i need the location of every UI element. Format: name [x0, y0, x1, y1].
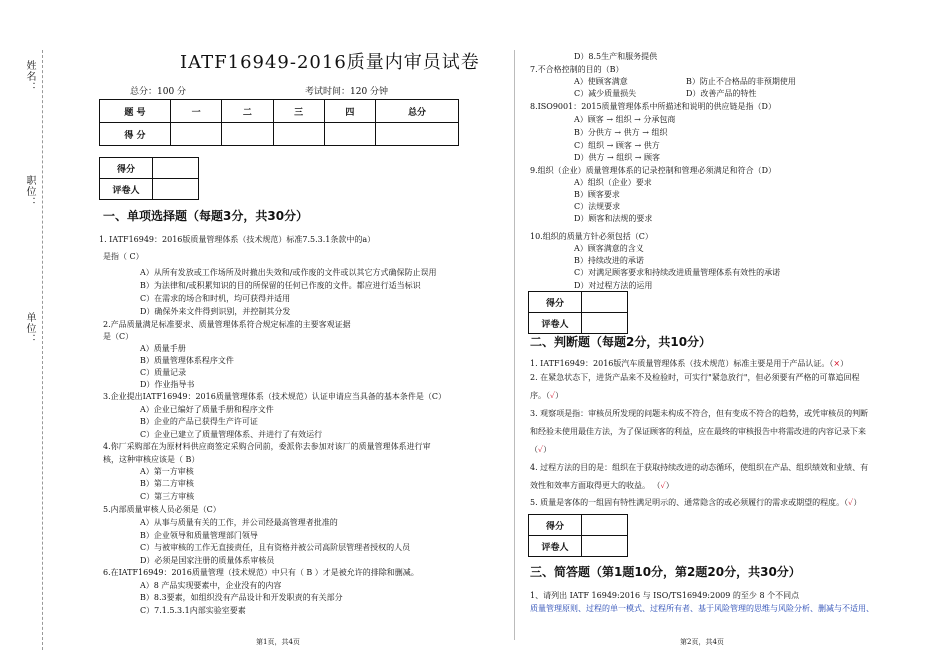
- score-cell[interactable]: [324, 123, 375, 146]
- section-heading: 三、简答题（第1题10分，第2题20分，共30分）: [530, 565, 801, 579]
- score-header: 总分: [376, 100, 459, 123]
- question-line: C）对满足顾客要求和持续改进质量管理体系有效性的承诺: [574, 268, 781, 277]
- question-line: B）顾客要求: [574, 190, 620, 199]
- question-line: A）第一方审核: [140, 467, 194, 476]
- unit-label: 单位：: [24, 312, 35, 345]
- question-line: A）8 产品实现要素中，企业没有的内容: [140, 581, 282, 590]
- question-line: A）组织（企业）要求: [574, 178, 652, 187]
- grader-score-label: 得分: [529, 292, 582, 313]
- judge-item: 3. 观察项是指：审核员所发现的问题未构成不符合，但有变成不符合的趋势，或凭审核员的判断: [530, 409, 869, 418]
- question-line: B）持续改进的承诺: [574, 256, 644, 265]
- judge-item: 2. 在紧急状态下，进货产品来不及检验时，可实行"紧急放行"，但必须要有严格的可靠追回程: [530, 373, 860, 382]
- score-table: [99, 99, 459, 146]
- grader-score-cell[interactable]: [582, 292, 628, 313]
- judge-item: 4. 过程方法的目的是：组织在于获取持续改进的动态循环，使组织在产品、组织绩效和业绩、有: [530, 463, 869, 472]
- score-cell[interactable]: [273, 123, 324, 146]
- score-header: 四: [324, 100, 375, 123]
- page-title: IATF16949-2016质量内审员试卷: [180, 52, 480, 73]
- question-line: 7.不合格控制的目的（B）: [530, 65, 624, 74]
- score-cell[interactable]: [171, 123, 222, 146]
- question-line: D）确保外来文件得到识别，并控制其分发: [140, 307, 291, 316]
- question-line: C）与被审核的工作无直接责任，且有资格并被公司高阶层管理者授权的人员: [140, 543, 411, 552]
- score-header: 题 号: [100, 100, 171, 123]
- question-line: C）第三方审核: [140, 492, 195, 501]
- grader-name-cell[interactable]: [153, 179, 199, 200]
- question-line: 9.组织（企业）质量管理体系的记录控制和管理必须满足和符合（D）: [530, 166, 777, 175]
- score-cell[interactable]: [376, 123, 459, 146]
- binding-line: [42, 50, 43, 650]
- option-text: C）减少质量损失: [574, 89, 637, 98]
- cross-mark: ×: [833, 359, 841, 368]
- check-mark: ✓: [550, 391, 556, 400]
- question-line: 6.在IATF16949：2016质量管理（技术规范）中只有（ B ）才是被允许的排除和删减。: [103, 568, 419, 577]
- score-header: 三: [273, 100, 324, 123]
- question-line: C）质量记录: [140, 368, 187, 377]
- question-line: 5.内部质量审核人员必须是（C）: [103, 505, 221, 514]
- question-line: B）企业的产品已获得生产许可证: [140, 417, 258, 426]
- score-header: 二: [222, 100, 273, 123]
- question-line: D）对过程方法的运用: [574, 281, 653, 290]
- question-line: 核，这种审核应该是（ B）: [103, 455, 200, 464]
- grader-score-cell[interactable]: [153, 158, 199, 179]
- question-line: A）质量手册: [140, 344, 186, 353]
- question-line: B）质量管理体系程序文件: [140, 356, 234, 365]
- question-line: C）在需求的场合和时机，均可获得并适用: [140, 294, 291, 303]
- question-line: C）企业已建立了质量管理体系、并进行了有效运行: [140, 430, 323, 439]
- option-text: B）防止不合格品的非预期使用: [686, 77, 796, 86]
- short-answer-question: 1、请列出 IATF 16949:2016 与 ISO/TS16949:2009 的至少 8 个不同点: [530, 591, 800, 600]
- section-heading: 一、单项选择题（每题3分，共30分）: [103, 209, 309, 223]
- check-mark: ✓: [660, 481, 666, 490]
- judge-item: 1. IATF16949：2016版汽车质量管理体系（技术规范）标准主要是用于产品认证。（×）: [530, 359, 849, 368]
- question-line: 2.产品质量满足标准要求、质量管理体系符合规定标准的主要客观证据: [103, 320, 351, 329]
- question-line: 8.ISO9001：2015质量管理体系中所描述和说明的供应链是指（D）: [530, 102, 776, 111]
- score-row-label: 得 分: [100, 123, 171, 146]
- exam-time: 考试时间：120 分钟: [305, 87, 389, 97]
- grader-name-label: 评卷人: [529, 313, 582, 334]
- grader-box: [99, 157, 199, 200]
- question-line: D）供方 → 组织 → 顾客: [574, 153, 660, 162]
- question-line: 3.企业提出IATF16949：2016质量管理体系（技术规范）认证申请应当具备的基本条件是（C）: [103, 392, 446, 401]
- grader-name-cell[interactable]: [582, 313, 628, 334]
- question-line: B）为法律和/或积累知识的目的所保留的任何已作废的文件。都应进行适当标识: [140, 281, 421, 290]
- judge-item: 效性和效率方面取得更大的收益。 （✓）: [530, 481, 674, 490]
- grader-score-label: 得分: [529, 515, 582, 536]
- score-header: 一: [171, 100, 222, 123]
- judge-item: 序。（✓）: [530, 391, 564, 400]
- question-line: 4.你厂采购部在为原材料供应商签定采购合同前，委派你去参加对该厂的质量管理体系进行审: [103, 442, 431, 451]
- question-line: 是指（ C）: [103, 252, 144, 261]
- question-line: C）7.1.5.3.1内部实验室要素: [140, 606, 246, 615]
- option-text: A）使顾客满意: [574, 77, 628, 86]
- judge-item: 5. 质量是客体的一组固有特性满足明示的、通常隐含的或必须履行的需求或期望的程度。（✓）: [530, 498, 862, 507]
- question-line: D）必须是国家注册的质量体系审核员: [140, 556, 275, 565]
- section-heading: 二、判断题（每题2分，共10分）: [530, 335, 712, 349]
- question-line: 1. IATF16949：2016版质量管理体系（技术规范）标准7.5.3.1条款中的a）: [99, 235, 376, 244]
- page-footer: 第2页，共4页: [680, 638, 724, 646]
- question-line: B）分供方 → 供方 → 组织: [574, 128, 668, 137]
- judge-item: 和经验未使用最佳方法，为了保证顾客的利益，应在最终的审核报告中将需改进的内容记录下来: [530, 427, 866, 436]
- question-line: 是（C）: [103, 332, 134, 341]
- grader-box: [528, 291, 628, 334]
- grader-name-cell[interactable]: [582, 536, 628, 557]
- question-line: D）作业指导书: [140, 380, 195, 389]
- question-line: A）从事与质量有关的工作，并公司经最高管理者批准的: [140, 518, 338, 527]
- question-line: 10.组织的质量方针必须包括（C）: [530, 232, 653, 241]
- position-label: 职位：: [24, 175, 35, 208]
- page-footer: 第1页，共4页: [256, 638, 300, 646]
- total-score: 总分：100 分: [130, 87, 187, 97]
- question-line: A）顾客满意的含义: [574, 244, 644, 253]
- question-line: B）第二方审核: [140, 479, 194, 488]
- grader-score-label: 得分: [100, 158, 153, 179]
- short-answer-response: 质量管理原则、过程的单一模式、过程所有者、基于风险管理的思维与风险分析、删减与不适用、: [530, 604, 874, 613]
- question-line: C）法规要求: [574, 202, 621, 211]
- question-line: A）顾客 → 组织 → 分承包商: [574, 115, 676, 124]
- check-mark: ✓: [848, 498, 854, 507]
- grader-score-cell[interactable]: [582, 515, 628, 536]
- question-line: D）顾客和法规的要求: [574, 214, 653, 223]
- grader-name-label: 评卷人: [529, 536, 582, 557]
- question-line: D）8.5生产和服务提供: [574, 52, 658, 61]
- judge-item: （✓）: [530, 445, 552, 454]
- score-cell[interactable]: [222, 123, 273, 146]
- option-text: D）改善产品的特性: [686, 89, 757, 98]
- question-line: C）组织 → 顾客 → 供方: [574, 141, 660, 150]
- page-divider: [514, 50, 515, 640]
- name-label: 姓名：: [24, 60, 35, 93]
- question-line: B）企业领导和质量管理部门领导: [140, 531, 258, 540]
- question-line: B）8.3要素，如组织没有产品设计和开发职责的有关部分: [140, 593, 343, 602]
- question-line: A）企业已编好了质量手册和程序文件: [140, 405, 274, 414]
- grader-name-label: 评卷人: [100, 179, 153, 200]
- grader-box: [528, 514, 628, 557]
- check-mark: ✓: [538, 445, 544, 454]
- question-line: A）从所有发放或工作场所及时撤出失效和/或作废的文件或以其它方式确保防止误用: [140, 268, 437, 277]
